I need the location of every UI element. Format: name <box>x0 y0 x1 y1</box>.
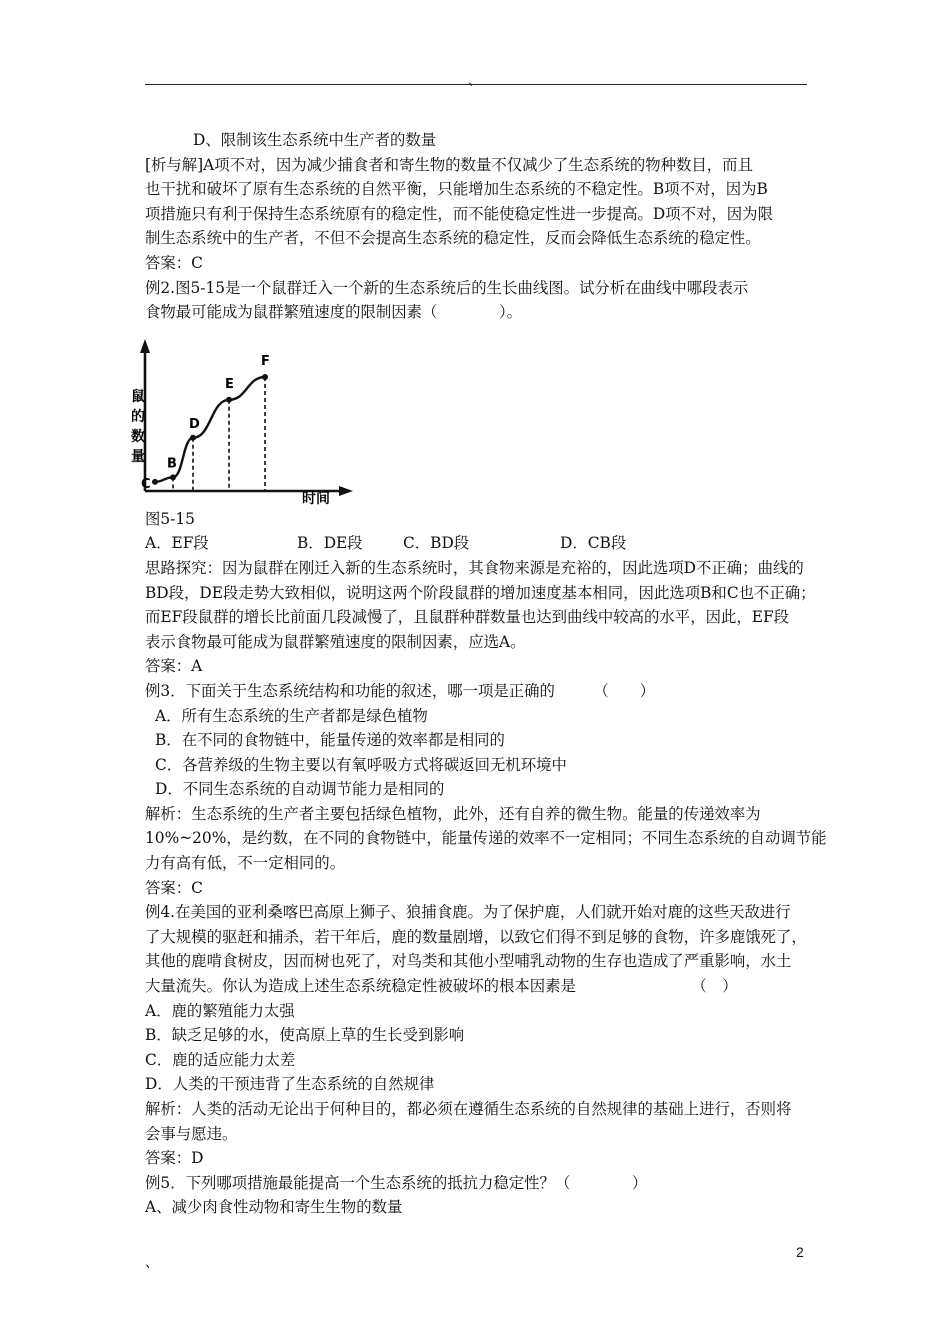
y-axis-arrow <box>140 339 150 353</box>
answer-line: 答案：D <box>145 1149 204 1168</box>
text-line: 解析：人类的活动无论出于何种目的，都必须在遵循生态系统的自然规律的基础上进行，否则将 <box>145 1100 792 1118</box>
y-axis-label-char: 的 <box>131 408 145 425</box>
header-rule <box>145 84 807 85</box>
text-line: 力有高有低，不一定相同的。 <box>145 854 346 873</box>
option-d: D．CB段 <box>560 534 627 553</box>
option-line: B．缺乏足够的水，使高原上草的生长受到影响 <box>145 1026 465 1045</box>
option-line: D．人类的干预违背了生态系统的自然规律 <box>145 1075 435 1094</box>
curve-point-C <box>152 479 158 485</box>
header-mark: 、 <box>468 73 482 89</box>
x-axis-label: 时间 <box>302 490 330 507</box>
point-label-E: E <box>225 376 234 392</box>
text-line: D、限制该生态系统中生产者的数量 <box>193 131 437 149</box>
growth-curve-figure <box>131 329 367 507</box>
answer-line: 答案：C <box>145 253 203 272</box>
document-body <box>131 128 827 1220</box>
text-line: 制生态系统中的生产者，不但不会提高生态系统的稳定性，反而会降低生态系统的稳定性。 <box>145 229 761 248</box>
question-line: 例5．下列哪项措施最能提高一个生态系统的抵抗力稳定性？（ ） <box>145 1173 648 1192</box>
options-row <box>145 531 815 556</box>
text-line: 思路探究：因为鼠群在刚迁入新的生态系统时，其食物来源是充裕的，因此选项D不正确；曲线的 <box>145 558 804 577</box>
text-line: 项措施只有利于保持生态系统原有的稳定性，而不能使稳定性进一步提高。D项不对，因为限 <box>145 204 773 223</box>
text-line: 而EF段鼠群的增长比前面几段减慢了，且鼠群种群数量也达到曲线中较高的水平，因此，EF段 <box>145 608 790 627</box>
x-axis-arrow <box>339 486 353 496</box>
option-line: C．各营养级的生物主要以有氧呼吸方式将碳返回无机环境中 <box>155 755 567 774</box>
curve-point-F <box>262 374 268 380</box>
curve-point-B <box>170 474 176 480</box>
option-line: B．在不同的食物链中，能量传递的效率都是相同的 <box>155 731 505 750</box>
question-line: 例2.图5-15是一个鼠群迁入一个新的生态系统后的生长曲线图。试分析在曲线中哪段表示 <box>145 278 749 297</box>
growth-curve-svg <box>131 329 367 507</box>
text-line: [析与解]A项不对，因为减少捕食者和寄生物的数量不仅减少了生态系统的物种数目，而且 <box>145 155 753 174</box>
text-line: 会事与愿违。 <box>145 1124 238 1143</box>
curve-point-E <box>226 397 232 403</box>
question-line: 例4.在美国的亚利桑喀巴高原上狮子、狼捕食鹿。为了保护鹿，人们就开始对鹿的这些天敌进行 <box>145 903 791 922</box>
option-a: A．EF段 <box>145 534 209 553</box>
text-line: 表示食物最可能成为鼠群繁殖速度的限制因素，应选A。 <box>145 632 526 651</box>
question-line: 其他的鹿啃食树皮，因而树也死了，对鸟类和其他小型哺乳动物的生存也造成了严重影响，水土 <box>145 952 792 971</box>
point-label-B: B <box>167 456 177 472</box>
answer-line: 答案：C <box>145 878 203 897</box>
question-line: 了大规模的驱赶和捕杀，若干年后，鹿的数量剧增，以致它们得不到足够的食物，许多鹿饿死了， <box>145 927 807 946</box>
option-c: C．BD段 <box>403 534 470 553</box>
footer-mark: 、 <box>145 1255 159 1271</box>
question-line: 食物最可能成为鼠群繁殖速度的限制因素（ ）。 <box>145 303 523 322</box>
option-line: D．不同生态系统的自动调节能力是相同的 <box>155 780 445 799</box>
option-line: A．所有生态系统的生产者都是绿色植物 <box>155 706 428 725</box>
y-axis-label-char: 鼠 <box>131 388 145 405</box>
question-line: 例3．下面关于生态系统结构和功能的叙述，哪一项是正确的 （ ） <box>145 681 655 700</box>
point-label-C: C <box>141 476 151 492</box>
y-axis-label-char: 量 <box>131 448 145 465</box>
text-line: 也干扰和破坏了原有生态系统的自然平衡，只能增加生态系统的不稳定性。B项不对，因为B <box>145 180 768 199</box>
figure-caption: 图5-15 <box>145 509 195 528</box>
page-number: 2 <box>796 1244 804 1260</box>
point-label-D: D <box>189 416 200 432</box>
answer-line: 答案：A <box>145 657 203 676</box>
option-b: B．DE段 <box>297 534 363 553</box>
y-axis-label-char: 数 <box>131 428 145 445</box>
curve-point-D <box>190 435 196 441</box>
text-line: 解析：生态系统的生产者主要包括绿色植物，此外，还有自养的微生物。能量的传递效率为 <box>145 804 761 823</box>
option-line: A、减少肉食性动物和寄生生物的数量 <box>145 1198 403 1217</box>
text-line: BD段，DE段走势大致相似，说明这两个阶段鼠群的增加速度基本相同，因此选项B和C也不正确； <box>145 583 816 602</box>
point-label-F: F <box>261 353 270 369</box>
option-line: C．鹿的适应能力太差 <box>145 1050 296 1069</box>
text-line: 10%~20%，是约数，在不同的食物链中，能量传递的效率不一定相同；不同生态系统的自动调节能 <box>145 829 827 848</box>
question-line: 大量流失。你认为造成上述生态系统稳定性被破坏的根本因素是 （ ） <box>145 977 738 996</box>
option-line: A．鹿的繁殖能力太强 <box>145 1001 295 1020</box>
